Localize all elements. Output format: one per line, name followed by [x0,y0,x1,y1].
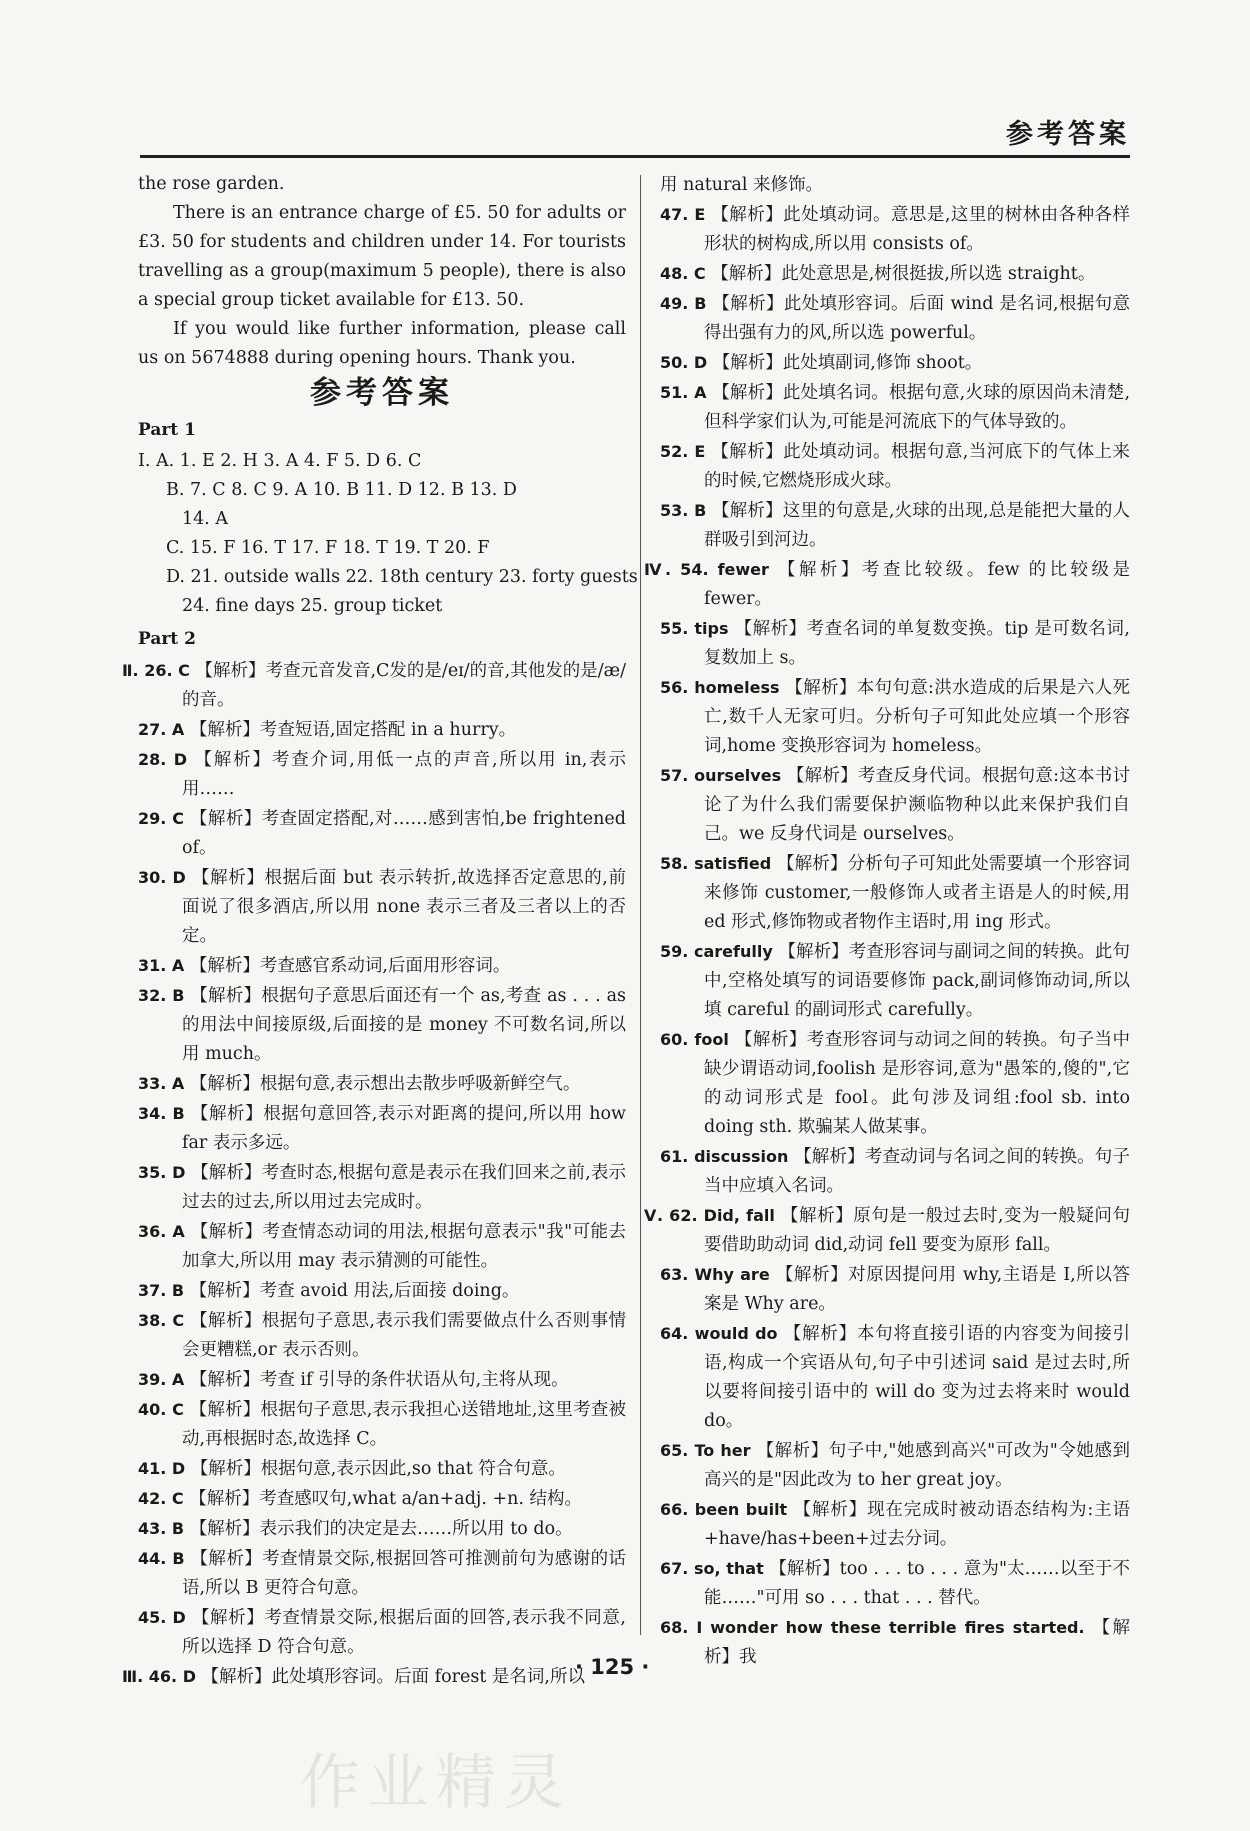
answer-explanation: 【解析】表示我们的决定是去……所以用 to do。 [189,1519,573,1539]
answer-explanation: 【解析】本句句意:洪水造成的后果是六人死亡,数千人无家可归。分析句子可知此处应填一个形容词,home 变换形容词为 homeless。 [704,678,1130,756]
answer-explanation: 【解析】考查比较级。few 的比较级是 fewer。 [704,560,1130,609]
answer-explanation: 【解析】对原因提问用 why,主语是 I,所以答案是 Why are。 [704,1265,1130,1314]
answer-item [660,289,1130,348]
part1-d: D. 21. outside walls 22. 18th century 23. forty guests [166,567,638,587]
left-column [122,170,638,1692]
answer-explanation: 【解析】此处填动词。意思是,这里的树林由各种各样形状的树构成,所以用 consists of。 [704,205,1130,254]
answer-number: 63. Why are [660,1265,770,1284]
answer-item [660,1142,1130,1201]
answer-number: 55. tips [660,619,729,638]
answer-number: 32. B [138,986,185,1005]
answer-item [644,1201,1130,1260]
answer-number: 41. D [138,1459,186,1478]
answer-item [138,1217,626,1276]
header-title: 参考答案 [1006,119,1130,150]
answer-number: 51. A [660,383,707,402]
answer-number: 43. B [138,1519,185,1538]
answer-number: 68. I wonder how these terrible fires started. [660,1618,1085,1637]
answer-number: 52. E [660,442,706,461]
left-answer-list [122,656,627,1692]
answer-item [138,1544,626,1603]
answer-explanation: 【解析】考查情景交际,根据后面的回答,表示我不同意,所以选择 D 符合句意。 [182,1608,626,1657]
answer-number: 37. B [138,1281,185,1300]
passage-paragraph-2: There is an entrance charge of £5. 50 for adults or £3. 50 for students and children under 14. For tourists travelling as a group(maximum 5 people), there is also a special group ticket available for £13. 50. [138,203,626,310]
answer-explanation: 【解析】根据句意,表示因此,so that 符合句意。 [190,1459,566,1479]
answer-item [138,1306,626,1365]
answer-item [660,1554,1130,1613]
answer-explanation: 【解析】根据句子意思后面还有一个 as,考查 as . . . as 的用法中间接原级,后面接的是 money 不可数名词,所以用 much。 [182,986,626,1064]
answer-explanation: 【解析】我 [704,1618,1130,1667]
answer-number: 50. D [660,353,708,372]
answer-item [138,1276,626,1306]
answer-item [660,761,1130,849]
answer-explanation: 【解析】现在完成时被动语态结构为:主语+have/has+been+过去分词。 [704,1500,1130,1549]
answer-number: 58. satisfied [660,854,772,873]
answer-explanation: 用 natural 来修饰。 [660,175,824,195]
answer-number: 36. A [138,1222,185,1241]
answer-item [660,378,1130,437]
right-column [644,170,1131,1672]
answer-explanation: 【解析】考查短语,固定搭配 in a hurry。 [189,720,517,740]
answer-number: 35. D [138,1163,186,1182]
answer-number: Ⅲ. 46. D [122,1667,196,1686]
answer-number: 66. been built [660,1500,788,1519]
passage-paragraph-3: If you would like further information, please call us on 5674888 during opening hours. Thank you. [138,319,626,368]
answer-explanation: 【解析】考查感叹句,what a/an+adj. +n. 结构。 [189,1489,583,1509]
answer-number: Ⅴ. 62. Did, fall [644,1206,775,1225]
answer-item [138,1484,626,1514]
page-header [140,112,1130,152]
answer-number: 61. discussion [660,1147,789,1166]
answer-item [660,437,1130,496]
answer-explanation: 【解析】本句将直接引语的内容变为间接引语,构成一个宾语从句,句子中引述词 said 是过去时,所以要将间接引语中的 will do 变为过去将来时 would do。 [704,1324,1130,1431]
answer-item [660,849,1130,937]
answer-item [122,1662,626,1692]
answer-item [138,804,626,863]
answer-explanation: 【解析】根据句意回答,表示对距离的提问,所以用 how far 表示多远。 [182,1104,626,1153]
answer-explanation: 【解析】此处填形容词。后面 wind 是名词,根据句意得出强有力的风,所以选 powerful。 [704,294,1130,343]
answer-explanation: 【解析】考查 avoid 用法,后面接 doing。 [189,1281,520,1301]
page-number: · 125 · [575,1655,650,1679]
answer-explanation: 【解析】此处填副词,修饰 shoot。 [712,353,983,373]
part2-label: Part 2 [138,629,196,649]
answer-explanation: 【解析】分析句子可知此处需要填一个形容词来修饰 customer,一般修饰人或者主语是人的时候,用 ed 形式,修饰物或者物作主语时,用 ing 形式。 [704,854,1130,932]
part1-b: B. 7. C 8. C 9. A 10. B 11. D 12. B 13. D [166,480,517,500]
answer-item [138,715,626,745]
answer-number: 57. ourselves [660,766,782,785]
answer-number: 31. A [138,956,185,975]
answer-item [660,1613,1130,1672]
answer-number: 33. A [138,1074,185,1093]
answer-item [660,1436,1130,1495]
answer-item [138,1099,626,1158]
column-divider [640,175,641,1635]
answer-number: 38. C [138,1311,185,1330]
answer-explanation: 【解析】too . . . to . . . 意为"太……以至于不能……"可用 so . . . that . . . 替代。 [704,1559,1130,1608]
answer-number: 48. C [660,264,706,283]
answer-number: 29. C [138,809,185,828]
part1-c: C. 15. F 16. T 17. F 18. T 19. T 20. F [166,538,490,558]
answer-item [660,937,1130,1025]
answer-item [138,745,626,804]
answer-number: 64. would do [660,1324,778,1343]
answer-item [138,1069,626,1099]
answer-number: 47. E [660,205,706,224]
answer-item [138,1454,626,1484]
answer-item [660,1025,1130,1142]
answer-item [138,951,626,981]
answer-explanation: 【解析】考查反身代词。根据句意:这本书讨论了为什么我们需要保护濒临物种以此来保护我们自己。we 反身代词是 ourselves。 [704,766,1130,844]
answer-item [644,555,1130,614]
answer-explanation: 【解析】考查元音发音,C发的是/eɪ/的音,其他发的是/æ/的音。 [182,661,626,710]
answer-explanation: 【解析】此处填形容词。后面 forest 是名词,所以 [201,1667,585,1687]
answer-explanation: 【解析】原句是一般过去时,变为一般疑问句要借助助动词 did,动词 fell 要变为原形 fall。 [704,1206,1130,1255]
answer-number: 34. B [138,1104,185,1123]
answer-explanation: 【解析】考查感官系动词,后面用形容词。 [189,956,511,976]
answer-explanation: 【解析】这里的句意是,火球的出现,总是能把大量的人群吸引到河边。 [704,501,1130,550]
answer-explanation: 【解析】此处填名词。根据句意,火球的原因尚未清楚,但科学家们认为,可能是河流底下的气体导致的。 [704,383,1131,432]
answer-number: 49. B [660,294,707,313]
answer-explanation: 【解析】考查时态,根据句意是表示在我们回来之前,表示过去的过去,所以用过去完成时。 [182,1163,626,1212]
answer-number: 42. C [138,1489,184,1508]
answer-explanation: 【解析】考查情景交际,根据回答可推测前句为感谢的话语,所以 B 更符合句意。 [182,1549,626,1598]
answer-number: 30. D [138,868,186,887]
answer-explanation: 【解析】考查名词的单复数变换。tip 是可数名词,复数加上 s。 [704,619,1130,668]
answer-item [660,496,1130,555]
answer-number: Ⅳ. 54. fewer [644,560,769,579]
answer-explanation: 【解析】考查固定搭配,对……感到害怕,be frightened of。 [182,809,626,858]
answer-number: 27. A [138,720,185,739]
part1-d-cont: 24. fine days 25. group ticket [182,596,443,616]
answer-item [122,656,626,715]
right-answer-list [644,170,1131,1672]
answer-number: 44. B [138,1549,185,1568]
watermark: 作业精灵 [300,1748,572,1818]
answer-item [660,1260,1130,1319]
passage-line-1: the rose garden. [138,174,285,194]
answer-item [660,614,1130,673]
answer-explanation: 【解析】考查介词,用低一点的声音,所以用 in,表示用…… [182,750,626,799]
answer-number: 53. B [660,501,707,520]
answer-item [138,1158,626,1217]
answer-explanation: 【解析】考查形容词与动词之间的转换。句子当中缺少谓语动词,foolish 是形容词,意为"愚笨的,傻的",它的动词形式是 fool。此句涉及词组:fool sb. into doing sth. 欺骗某人做某事。 [704,1030,1130,1137]
answer-number: 28. D [138,750,188,769]
answer-item [138,1365,626,1395]
part1-b-cont: 14. A [182,509,229,529]
answer-number: 40. C [138,1400,184,1419]
answer-explanation: 【解析】根据句子意思,表示我们需要做点什么否则事情会更糟糕,or 表示否则。 [182,1311,626,1360]
answer-item [660,1495,1130,1554]
answer-item [660,1319,1130,1436]
answer-item [138,1395,626,1454]
answer-item [138,863,626,951]
answer-explanation: 【解析】此处填动词。根据句意,当河底下的气体上来的时候,它燃烧形成火球。 [704,442,1130,491]
answer-number: 59. carefully [660,942,773,961]
answer-item [660,200,1130,259]
answer-item [138,1603,626,1662]
answer-item [660,170,1130,200]
answer-number: Ⅱ. 26. C [122,661,190,680]
answer-explanation: 【解析】此处意思是,树很挺拔,所以选 straight。 [711,264,1096,284]
section-title: 参考答案 [310,375,454,411]
answer-explanation: 【解析】考查形容词与副词之间的转换。此句中,空格处填写的词语要修饰 pack,副词修饰动词,所以填 careful 的副词形式 carefully。 [704,942,1131,1020]
part1-label: Part 1 [138,420,196,440]
answer-explanation: 【解析】考查 if 引导的条件状语从句,主将从现。 [189,1370,569,1390]
answer-item [660,259,1130,289]
answer-explanation: 【解析】根据句意,表示想出去散步呼吸新鲜空气。 [189,1074,581,1094]
answer-number: 56. homeless [660,678,780,697]
answer-item [660,673,1130,761]
answer-item [138,1514,626,1544]
answer-item [138,981,626,1069]
answer-number: 45. D [138,1608,186,1627]
answer-explanation: 【解析】根据句子意思,表示我担心送错地址,这里考查被动,再根据时态,故选择 C。 [182,1400,627,1449]
header-rule [140,155,1130,158]
answer-number: 65. To her [660,1441,751,1460]
answer-explanation: 【解析】考查动词与名词之间的转换。句子当中应填入名词。 [704,1147,1130,1196]
part1-a: Ⅰ. A. 1. E 2. H 3. A 4. F 5. D 6. C [138,451,422,471]
answer-number: 39. A [138,1370,185,1389]
answer-explanation: 【解析】句子中,"她感到高兴"可改为"令她感到高兴的是"因此改为 to her great joy。 [704,1441,1130,1490]
answer-number: 60. fool [660,1030,729,1049]
answer-number: 67. so, that [660,1559,764,1578]
answer-item [660,348,1130,378]
answer-explanation: 【解析】考查情态动词的用法,根据句意表示"我"可能去加拿大,所以用 may 表示猜测的可能性。 [182,1222,626,1271]
answer-explanation: 【解析】根据后面 but 表示转折,故选择否定意思的,前面说了很多酒店,所以用 none 表示三者及三者以上的否定。 [182,868,626,946]
